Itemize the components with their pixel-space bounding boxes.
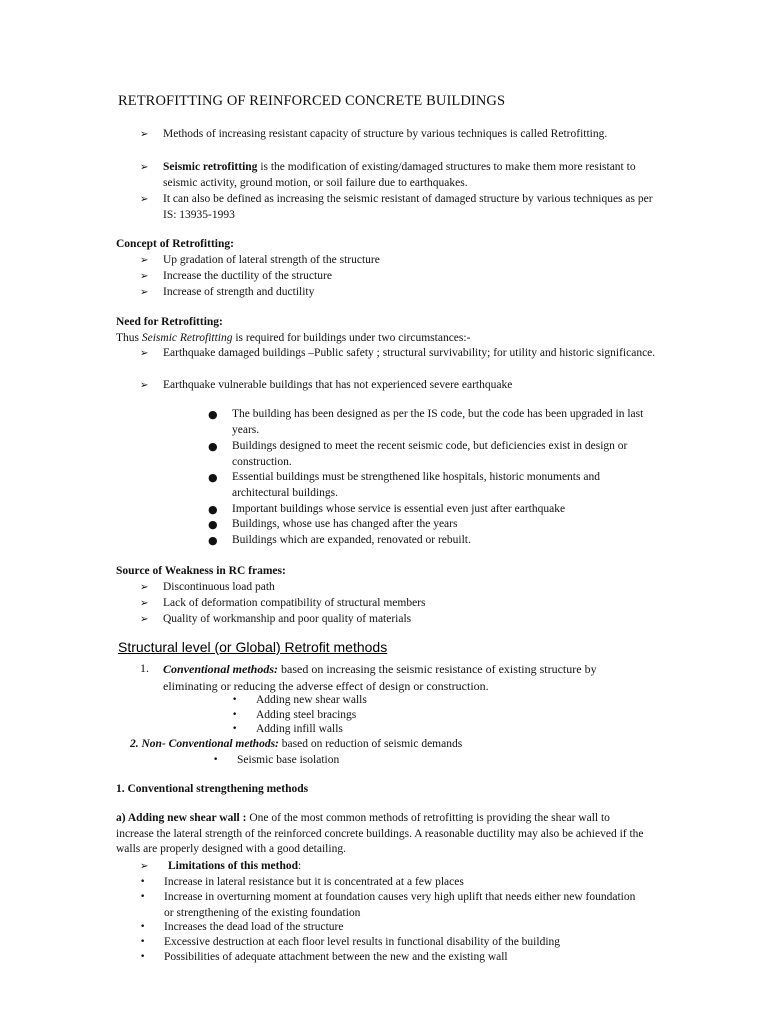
small-bullet-icon: • — [140, 937, 146, 947]
small-bullet-icon: • — [140, 892, 146, 902]
intro-item-text: Methods of increasing resistant capacity of structure by various techniques is called Retrofitting. — [163, 128, 608, 140]
small-bullet-icon: • — [213, 755, 219, 765]
limitation-item: • Possibilities of adequate attachment between the new and the existing wall — [140, 950, 640, 966]
conventional-methods-text: based on increasing the seismic resistance of existing structure by eliminating or reducing the adverse effect of design or construction. — [163, 662, 597, 693]
need-item — [140, 346, 660, 362]
intro-item-text: It can also be defined as increasing the seismic resistant of damaged structure by various techniques as per IS: 13935-1993 — [163, 193, 653, 221]
shear-wall-label: a) Adding new shear wall : — [116, 812, 247, 824]
need-subitem-text: Essential buildings must be strengthened like hospitals, historic monuments and architectural buildings. — [232, 471, 600, 499]
arrow-bullet-icon: ➢ — [140, 614, 149, 625]
need-subitem — [208, 407, 658, 438]
conventional-methods-label: Conventional methods: — [163, 662, 279, 676]
need-subitem-text: The building has been designed as per the IS code, but the code has been upgraded in last years. — [232, 408, 644, 436]
weakness-item — [140, 596, 660, 612]
item-number: 1. — [140, 661, 149, 675]
small-bullet-icon: • — [140, 952, 146, 962]
need-heading: Need for Retrofitting: — [116, 316, 223, 328]
arrow-bullet-icon: ➢ — [140, 348, 149, 359]
concept-item — [140, 269, 660, 285]
arrow-bullet-icon: ➢ — [140, 287, 149, 298]
need-subitem — [208, 533, 658, 549]
method-subitem: • Adding steel bracings — [232, 708, 532, 724]
concept-item — [140, 253, 660, 269]
concept-item — [140, 285, 660, 301]
small-bullet-icon: • — [232, 710, 238, 720]
intro-item-text: is the modification of existing/damaged structures to make them more resistant to seismic activity, ground motion, or soil failure due to earthquakes. — [163, 161, 636, 189]
intro-item — [140, 127, 660, 143]
non-conventional-methods-item: 2. Non- Conventional methods: based on reduction of seismic demands — [130, 738, 463, 750]
concept-heading: Concept of Retrofitting: — [116, 238, 234, 250]
limitation-item: • Increase in lateral resistance but it is concentrated at a few places — [140, 875, 640, 891]
need-subitem — [208, 470, 658, 501]
round-bullet-icon: ● — [208, 440, 218, 453]
weakness-heading: Source of Weakness in RC frames: — [116, 565, 286, 577]
round-bullet-icon: ● — [208, 518, 218, 531]
arrow-bullet-icon: ➢ — [140, 194, 149, 205]
conventional-strengthening-heading: 1. Conventional strengthening methods — [116, 783, 309, 795]
arrow-bullet-icon: ➢ — [140, 582, 149, 593]
limitation-item: • Excessive destruction at each floor level results in functional disability of the building — [140, 935, 640, 951]
intro-item — [140, 192, 660, 223]
limitations-item: ➢ Limitations of this method: — [140, 859, 660, 875]
method-subitem: • Adding infill walls — [232, 722, 532, 738]
shear-wall-paragraph — [116, 811, 646, 858]
intro-item — [140, 160, 660, 191]
concept-item-text: Increase of strength and ductility — [163, 286, 315, 298]
non-conventional-methods-text: based on reduction of seismic demands — [278, 738, 463, 750]
need-subitem — [208, 517, 658, 533]
concept-item-text: Increase the ductility of the structure — [163, 270, 332, 282]
method-subitem: • Adding new shear walls — [232, 693, 532, 709]
weakness-item-text: Discontinuous load path — [163, 581, 275, 593]
small-bullet-icon: • — [232, 724, 238, 734]
limitation-item: • Increases the dead load of the structure — [140, 920, 640, 936]
small-bullet-icon: • — [140, 922, 146, 932]
seismic-retrofitting-italic: Seismic Retrofitting — [141, 332, 233, 344]
need-subitem-text: Buildings which are expanded, renovated or rebuilt. — [232, 534, 471, 546]
need-subitem-text: Buildings designed to meet the recent seismic code, but deficiencies exist in design or construction. — [232, 440, 628, 468]
need-subitem-text: Important buildings whose service is essential even just after earthquake — [232, 503, 566, 515]
weakness-item-text: Quality of workmanship and poor quality of materials — [163, 613, 412, 625]
page-title: RETROFITTING OF REINFORCED CONCRETE BUILDINGS — [118, 93, 506, 109]
need-item-text: Earthquake vulnerable buildings that has not experienced severe earthquake — [163, 379, 513, 391]
global-retrofit-heading: Structural level (or Global) Retrofit methods — [118, 639, 388, 655]
non-conventional-methods-label: Non- Conventional methods: — [141, 738, 279, 750]
need-item — [140, 378, 660, 394]
weakness-item-text: Lack of deformation compatibility of structural members — [163, 597, 426, 609]
need-lead: Thus Seismic Retrofitting is required for buildings under two circumstances:- — [116, 332, 471, 344]
small-bullet-icon: • — [232, 695, 238, 705]
round-bullet-icon: ● — [208, 471, 218, 484]
conventional-methods-item — [140, 661, 640, 695]
round-bullet-icon: ● — [208, 534, 218, 547]
arrow-bullet-icon: ➢ — [140, 129, 149, 140]
arrow-bullet-icon: ➢ — [140, 162, 149, 173]
small-bullet-icon: • — [140, 877, 146, 887]
limitation-item: • Increase in overturning moment at foundation causes very high uplift that needs either new foundation or strengthening of the existing foundation — [140, 891, 636, 919]
arrow-bullet-icon: ➢ — [140, 598, 149, 609]
arrow-bullet-icon: ➢ — [140, 255, 149, 266]
round-bullet-icon: ● — [208, 503, 218, 516]
need-subitem — [208, 439, 658, 470]
need-subitem-text: Buildings, whose use has changed after the years — [232, 518, 458, 530]
weakness-item — [140, 612, 660, 628]
round-bullet-icon: ● — [208, 408, 218, 421]
arrow-bullet-icon: ➢ — [140, 271, 149, 282]
arrow-bullet-icon: ➢ — [140, 380, 149, 391]
seismic-retrofitting-term: Seismic retrofitting — [163, 161, 258, 173]
need-item-text: Earthquake damaged buildings –Public safety ; structural survivability; for utility and historic significance. — [163, 347, 656, 359]
arrow-bullet-icon: ➢ — [140, 861, 149, 872]
weakness-item — [140, 580, 660, 596]
concept-item-text: Up gradation of lateral strength of the structure — [163, 254, 380, 266]
shear-wall-text: One of the most common methods of retrofitting is providing the shear wall to increase the lateral strength of the reinforced concrete buildings. A reasonable ductility may also be achieved if the walls are properly designed with a good detailing. — [116, 812, 644, 855]
need-subitem — [208, 502, 658, 518]
method-subitem: • Seismic base isolation — [213, 753, 513, 769]
limitations-label: Limitations of this method — [168, 860, 299, 872]
